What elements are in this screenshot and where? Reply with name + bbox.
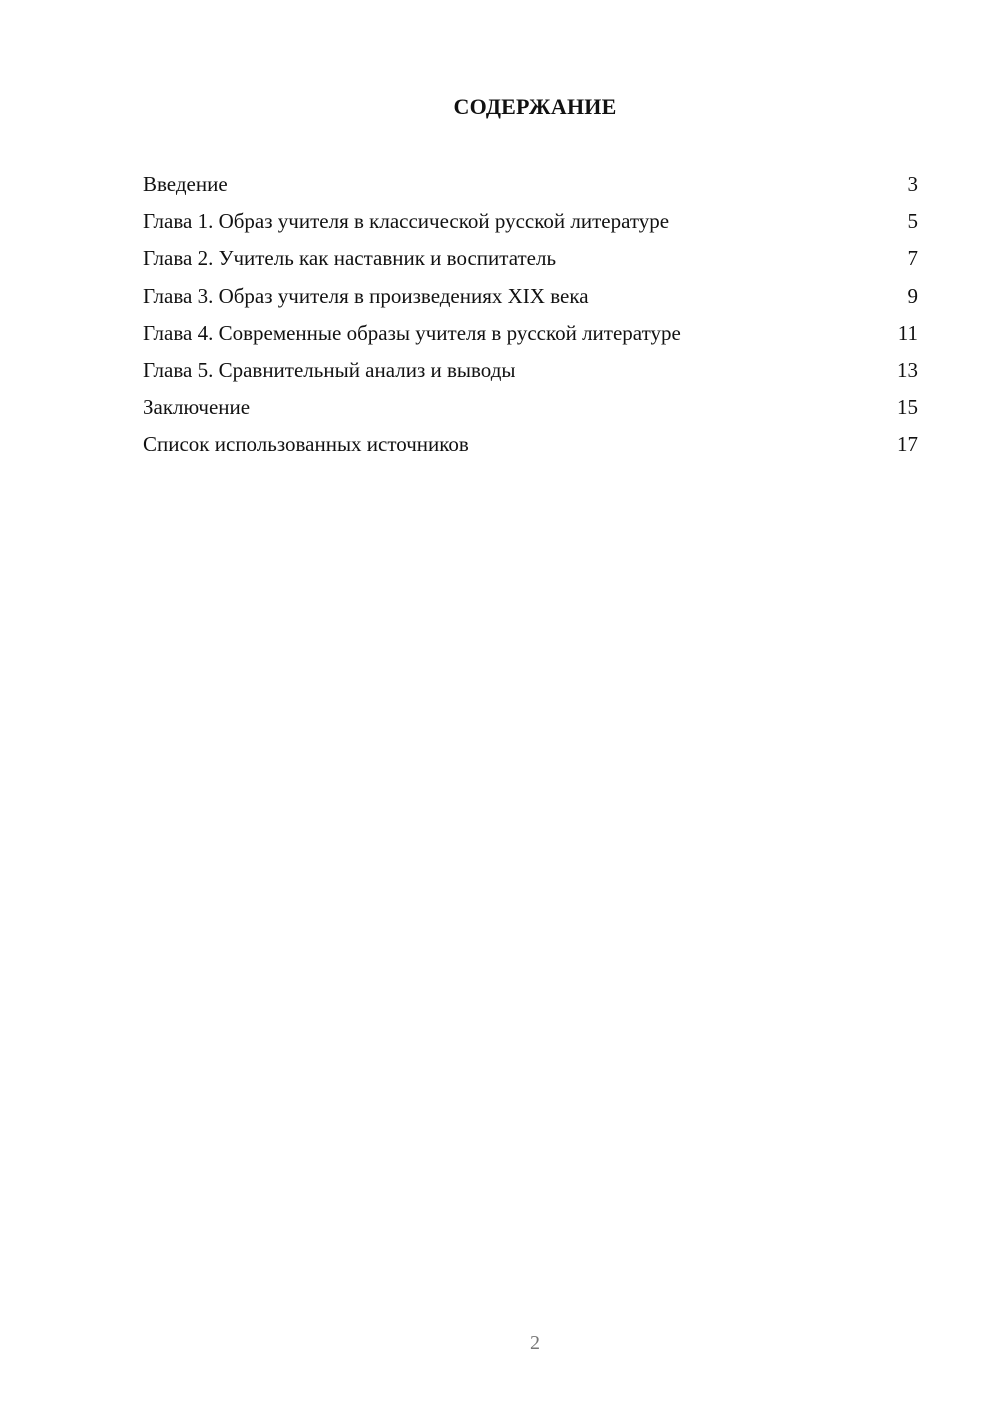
toc-item-page: 11 bbox=[897, 320, 918, 345]
toc-item-page: 13 bbox=[897, 357, 918, 382]
toc-item-chapter-1[interactable] bbox=[143, 203, 918, 240]
toc-item-page: 3 bbox=[907, 172, 918, 196]
toc-item-label: Глава 3. Образ учителя в произведениях XIX века bbox=[143, 283, 589, 308]
toc-item-chapter-2[interactable] bbox=[143, 240, 918, 277]
toc-item-label: Глава 2. Учитель как наставник и воспитатель bbox=[143, 246, 557, 271]
toc-item-chapter-3[interactable] bbox=[143, 278, 918, 315]
toc-item-label: Список использованных источников bbox=[143, 432, 469, 457]
toc-item-chapter-4[interactable] bbox=[143, 315, 918, 352]
toc-item-label: Глава 1. Образ учителя в классической русской литературе bbox=[143, 209, 670, 234]
toc-item-conclusion[interactable] bbox=[143, 389, 918, 426]
toc-item-references[interactable] bbox=[143, 426, 918, 463]
table-of-contents bbox=[143, 166, 918, 464]
toc-item-chapter-5[interactable] bbox=[143, 352, 918, 389]
toc-item-page: 5 bbox=[907, 209, 918, 234]
toc-item-label: Глава 4. Современные образы учителя в русской литературе bbox=[143, 320, 681, 345]
toc-item-page: 15 bbox=[897, 395, 918, 420]
toc-item-label: Глава 5. Сравнительный анализ и выводы bbox=[143, 357, 516, 382]
toc-item-page: 17 bbox=[897, 432, 918, 457]
toc-item-label: Заключение bbox=[143, 395, 251, 420]
page-title: СОДЕРЖАНИЕ bbox=[453, 94, 617, 119]
toc-item-label: Введение bbox=[143, 172, 228, 196]
toc-item-page: 9 bbox=[907, 283, 918, 308]
toc-item-page: 7 bbox=[907, 246, 918, 271]
toc-item-introduction[interactable] bbox=[143, 166, 918, 203]
page-number: 2 bbox=[530, 1332, 540, 1354]
